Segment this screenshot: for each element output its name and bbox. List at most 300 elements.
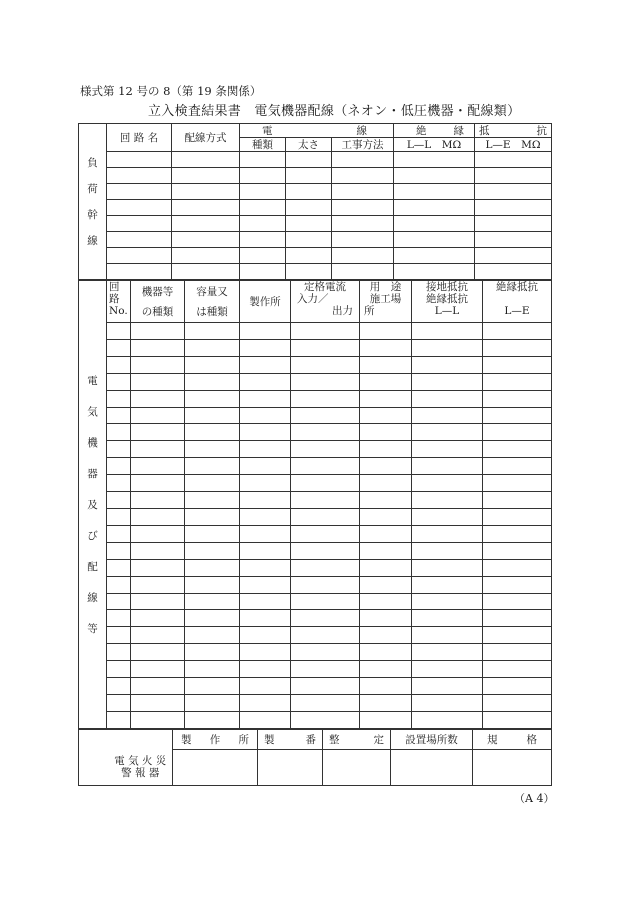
equipment-row <box>79 458 552 475</box>
table-cell[interactable] <box>240 694 291 711</box>
table-cell[interactable] <box>412 711 483 728</box>
table-cell[interactable] <box>240 627 291 644</box>
form-number: 様式第 12 号の 8（第 19 条関係） <box>80 84 262 98</box>
table-cell[interactable] <box>475 264 552 280</box>
table-cell[interactable] <box>185 373 240 390</box>
equipment-row <box>79 644 552 661</box>
table-cell[interactable] <box>131 661 185 678</box>
table-cell[interactable] <box>107 711 131 728</box>
table-cell[interactable] <box>332 152 394 168</box>
table-cell[interactable] <box>185 424 240 441</box>
table-cell[interactable] <box>360 339 412 356</box>
alarm-cell-locations[interactable] <box>391 750 473 786</box>
table-cell[interactable] <box>286 248 332 264</box>
table-cell[interactable] <box>483 678 552 695</box>
table-cell[interactable] <box>394 232 475 248</box>
table-cell[interactable] <box>131 610 185 627</box>
table-cell[interactable] <box>332 232 394 248</box>
table-cell[interactable] <box>131 407 185 424</box>
table-cell[interactable] <box>240 216 286 232</box>
table-cell[interactable] <box>483 559 552 576</box>
table-cell[interactable] <box>131 694 185 711</box>
table-cell[interactable] <box>240 644 291 661</box>
header-insulation-le: L—E MΩ <box>475 138 552 152</box>
table-cell[interactable] <box>172 200 240 216</box>
table-cell[interactable] <box>107 424 131 441</box>
table-cell[interactable] <box>240 542 291 559</box>
table-cell[interactable] <box>131 644 185 661</box>
table-cell[interactable] <box>185 627 240 644</box>
table-cell[interactable] <box>240 323 291 340</box>
table-cell[interactable] <box>185 678 240 695</box>
table-cell[interactable] <box>107 441 131 458</box>
table-cell[interactable] <box>240 441 291 458</box>
table-cell[interactable] <box>291 610 360 627</box>
table-cell[interactable] <box>475 248 552 264</box>
table-cell[interactable] <box>286 264 332 280</box>
header-device-type: 機器等 の種類 <box>131 281 185 323</box>
table-cell[interactable] <box>107 248 172 264</box>
table-cell[interactable] <box>107 373 131 390</box>
table-cell[interactable] <box>185 407 240 424</box>
table-cell[interactable] <box>475 168 552 184</box>
table-cell[interactable] <box>412 627 483 644</box>
table-cell[interactable] <box>412 593 483 610</box>
table-cell[interactable] <box>286 232 332 248</box>
table-cell[interactable] <box>131 542 185 559</box>
table-cell[interactable] <box>412 339 483 356</box>
table-cell[interactable] <box>185 356 240 373</box>
table-cell[interactable] <box>240 475 291 492</box>
table-cell[interactable] <box>412 559 483 576</box>
table-cell[interactable] <box>107 168 172 184</box>
table-cell[interactable] <box>107 458 131 475</box>
header-maker: 製作所 <box>240 281 291 323</box>
table-cell[interactable] <box>360 441 412 458</box>
table-cell[interactable] <box>107 200 172 216</box>
equipment-row <box>79 661 552 678</box>
table-cell[interactable] <box>291 593 360 610</box>
table-cell[interactable] <box>172 264 240 280</box>
table-cell[interactable] <box>291 661 360 678</box>
table-cell[interactable] <box>240 525 291 542</box>
table-cell[interactable] <box>107 475 131 492</box>
table-cell[interactable] <box>332 248 394 264</box>
table-cell[interactable] <box>185 458 240 475</box>
table-cell[interactable] <box>483 661 552 678</box>
equipment-row <box>79 610 552 627</box>
table-cell[interactable] <box>131 492 185 509</box>
alarm-header-setting: 整 定 <box>323 730 391 750</box>
table-cell[interactable] <box>107 610 131 627</box>
table-cell[interactable] <box>360 390 412 407</box>
table-cell[interactable] <box>360 373 412 390</box>
table-cell[interactable] <box>475 152 552 168</box>
table-cell[interactable] <box>412 475 483 492</box>
table-cell[interactable] <box>412 373 483 390</box>
equipment-row <box>79 711 552 728</box>
table-cell[interactable] <box>107 627 131 644</box>
table-cell[interactable] <box>412 458 483 475</box>
table-cell[interactable] <box>483 323 552 340</box>
table-cell[interactable] <box>185 323 240 340</box>
table-cell[interactable] <box>131 576 185 593</box>
table-cell[interactable] <box>412 610 483 627</box>
table-cell[interactable] <box>107 694 131 711</box>
table-cell[interactable] <box>360 610 412 627</box>
table-cell[interactable] <box>360 356 412 373</box>
table-cell[interactable] <box>131 458 185 475</box>
table-cell[interactable] <box>240 509 291 526</box>
table-cell[interactable] <box>475 200 552 216</box>
table-cell[interactable] <box>291 492 360 509</box>
table-cell[interactable] <box>483 593 552 610</box>
table-cell[interactable] <box>185 475 240 492</box>
table-cell[interactable] <box>412 424 483 441</box>
table-cell[interactable] <box>332 264 394 280</box>
table-cell[interactable] <box>131 678 185 695</box>
table-cell[interactable] <box>240 200 286 216</box>
table-cell[interactable] <box>185 644 240 661</box>
table-cell[interactable] <box>360 424 412 441</box>
table-cell[interactable] <box>185 711 240 728</box>
trunk-row <box>79 152 552 168</box>
table-cell[interactable] <box>412 576 483 593</box>
table-cell[interactable] <box>412 390 483 407</box>
table-cell[interactable] <box>291 525 360 542</box>
header-rated-current: 定格電流 入力／ 出力 <box>291 281 360 323</box>
table-cell[interactable] <box>107 525 131 542</box>
equipment-row <box>79 525 552 542</box>
table-cell[interactable] <box>286 216 332 232</box>
table-cell[interactable] <box>185 593 240 610</box>
table-cell[interactable] <box>291 678 360 695</box>
table-cell[interactable] <box>185 542 240 559</box>
table-cell[interactable] <box>107 678 131 695</box>
table-cell[interactable] <box>240 711 291 728</box>
table-cell[interactable] <box>291 323 360 340</box>
table-cell[interactable] <box>412 525 483 542</box>
table-cell[interactable] <box>240 661 291 678</box>
table-cell[interactable] <box>412 542 483 559</box>
table-cell[interactable] <box>360 475 412 492</box>
table-cell[interactable] <box>332 184 394 200</box>
equipment-row <box>79 542 552 559</box>
table-cell[interactable] <box>131 323 185 340</box>
table-cell[interactable] <box>240 492 291 509</box>
table-cell[interactable] <box>360 542 412 559</box>
table-cell[interactable] <box>291 559 360 576</box>
header-wiring-method: 配線方式 <box>172 124 240 152</box>
equipment-row <box>79 475 552 492</box>
table-cell[interactable] <box>107 152 172 168</box>
header-work-method: 工事方法 <box>332 138 394 152</box>
table-cell[interactable] <box>291 627 360 644</box>
table-cell[interactable] <box>332 200 394 216</box>
alarm-cell-setting[interactable] <box>323 750 391 786</box>
table-cell[interactable] <box>483 373 552 390</box>
trunk-line-table <box>78 123 552 280</box>
equipment-row <box>79 678 552 695</box>
table-cell[interactable] <box>286 200 332 216</box>
table-cell[interactable] <box>360 627 412 644</box>
alarm-cell-serial[interactable] <box>258 750 323 786</box>
table-cell[interactable] <box>412 661 483 678</box>
table-cell[interactable] <box>240 152 286 168</box>
table-cell[interactable] <box>240 232 286 248</box>
table-cell[interactable] <box>185 509 240 526</box>
side-label-char: 等 <box>87 622 98 635</box>
table-cell[interactable] <box>475 232 552 248</box>
table-cell[interactable] <box>185 339 240 356</box>
table-cell[interactable] <box>240 559 291 576</box>
table-cell[interactable] <box>483 356 552 373</box>
side-label-char: 機 <box>87 436 98 449</box>
table-cell[interactable] <box>107 232 172 248</box>
table-cell[interactable] <box>240 356 291 373</box>
table-cell[interactable] <box>394 184 475 200</box>
table-cell[interactable] <box>360 694 412 711</box>
table-cell[interactable] <box>412 509 483 526</box>
table-cell[interactable] <box>291 424 360 441</box>
header-insulation-resistance: 絶縁抵抗 L—E <box>483 281 552 323</box>
table-cell[interactable] <box>360 407 412 424</box>
alarm-blank-top <box>79 730 107 750</box>
table-cell[interactable] <box>172 248 240 264</box>
table-cell[interactable] <box>291 711 360 728</box>
table-cell[interactable] <box>360 678 412 695</box>
table-cell[interactable] <box>291 509 360 526</box>
table-cell[interactable] <box>394 264 475 280</box>
table-cell[interactable] <box>240 168 286 184</box>
table-cell[interactable] <box>483 441 552 458</box>
table-cell[interactable] <box>483 644 552 661</box>
table-cell[interactable] <box>185 576 240 593</box>
table-cell[interactable] <box>360 525 412 542</box>
header-ground-resistance: 接地抵抗 絶縁抵抗 L—L <box>412 281 483 323</box>
table-cell[interactable] <box>475 216 552 232</box>
table-cell[interactable] <box>412 678 483 695</box>
table-cell[interactable] <box>483 390 552 407</box>
table-cell[interactable] <box>412 694 483 711</box>
table-cell[interactable] <box>286 184 332 200</box>
header-insulation: 絶 縁 <box>394 124 475 138</box>
equipment-row <box>79 356 552 373</box>
table-cell[interactable] <box>394 152 475 168</box>
table-cell[interactable] <box>172 152 240 168</box>
table-cell[interactable] <box>291 339 360 356</box>
table-cell[interactable] <box>291 576 360 593</box>
table-cell[interactable] <box>131 424 185 441</box>
table-cell[interactable] <box>360 593 412 610</box>
table-cell[interactable] <box>240 339 291 356</box>
table-cell[interactable] <box>131 593 185 610</box>
table-cell[interactable] <box>291 542 360 559</box>
table-cell[interactable] <box>107 593 131 610</box>
table-cell[interactable] <box>107 339 131 356</box>
alarm-cell-standard[interactable] <box>473 750 552 786</box>
table-cell[interactable] <box>185 559 240 576</box>
table-cell[interactable] <box>131 356 185 373</box>
equipment-row <box>79 509 552 526</box>
page-title: 立入検査結果書 電気機器配線（ネオン・低圧機器・配線類） <box>148 104 521 119</box>
table-cell[interactable] <box>394 216 475 232</box>
table-cell[interactable] <box>360 644 412 661</box>
table-cell[interactable] <box>131 373 185 390</box>
table-cell[interactable] <box>240 248 286 264</box>
table-cell[interactable] <box>185 694 240 711</box>
table-cell[interactable] <box>107 576 131 593</box>
table-cell[interactable] <box>172 168 240 184</box>
table-cell[interactable] <box>332 168 394 184</box>
header-resistance: 抵 抗 <box>475 124 552 138</box>
side-label-char: 電 <box>87 374 98 387</box>
table-cell[interactable] <box>483 694 552 711</box>
table-cell[interactable] <box>483 525 552 542</box>
table-cell[interactable] <box>483 424 552 441</box>
table-cell[interactable] <box>172 184 240 200</box>
table-cell[interactable] <box>291 458 360 475</box>
table-cell[interactable] <box>483 407 552 424</box>
table-cell[interactable] <box>360 323 412 340</box>
table-cell[interactable] <box>185 441 240 458</box>
table-cell[interactable] <box>185 492 240 509</box>
table-cell[interactable] <box>131 509 185 526</box>
table-cell[interactable] <box>483 475 552 492</box>
table-cell[interactable] <box>107 184 172 200</box>
table-cell[interactable] <box>107 216 172 232</box>
table-cell[interactable] <box>131 390 185 407</box>
table-cell[interactable] <box>240 593 291 610</box>
table-cell[interactable] <box>131 339 185 356</box>
table-cell[interactable] <box>483 610 552 627</box>
table-cell[interactable] <box>107 542 131 559</box>
table-cell[interactable] <box>291 356 360 373</box>
table-cell[interactable] <box>332 216 394 232</box>
header-usage: 用 途 施工場 所 <box>360 281 412 323</box>
table-cell[interactable] <box>360 559 412 576</box>
table-cell[interactable] <box>394 248 475 264</box>
table-cell[interactable] <box>240 610 291 627</box>
table-cell[interactable] <box>291 441 360 458</box>
table-cell[interactable] <box>107 559 131 576</box>
table-cell[interactable] <box>291 390 360 407</box>
table-cell[interactable] <box>291 373 360 390</box>
table-cell[interactable] <box>483 627 552 644</box>
table-cell[interactable] <box>240 576 291 593</box>
side-label-char: 幹 <box>87 208 98 221</box>
trunk-row <box>79 200 552 216</box>
alarm-blank-bottom <box>79 750 107 786</box>
header-circuit-name: 回 路 名 <box>107 124 172 152</box>
table-cell[interactable] <box>394 200 475 216</box>
table-cell[interactable] <box>172 232 240 248</box>
table-cell[interactable] <box>394 168 475 184</box>
table-cell[interactable] <box>107 492 131 509</box>
table-cell[interactable] <box>107 323 131 340</box>
table-cell[interactable] <box>412 323 483 340</box>
table-cell[interactable] <box>360 711 412 728</box>
table-cell[interactable] <box>412 407 483 424</box>
table-cell[interactable] <box>240 424 291 441</box>
table-cell[interactable] <box>131 559 185 576</box>
side-label-char: 負 <box>87 156 98 169</box>
table-cell[interactable] <box>131 627 185 644</box>
table-cell[interactable] <box>240 458 291 475</box>
table-cell[interactable] <box>360 576 412 593</box>
table-cell[interactable] <box>107 264 172 280</box>
table-cell[interactable] <box>483 509 552 526</box>
table-cell[interactable] <box>107 644 131 661</box>
table-cell[interactable] <box>360 509 412 526</box>
table-cell[interactable] <box>483 542 552 559</box>
equipment-row <box>79 373 552 390</box>
table-cell[interactable] <box>131 525 185 542</box>
table-cell[interactable] <box>412 644 483 661</box>
table-cell[interactable] <box>185 390 240 407</box>
table-cell[interactable] <box>412 492 483 509</box>
header-circuit-no: 回 路 No. <box>107 281 131 323</box>
table-cell[interactable] <box>291 407 360 424</box>
trunk-row <box>79 232 552 248</box>
table-cell[interactable] <box>291 475 360 492</box>
table-cell[interactable] <box>483 576 552 593</box>
table-cell[interactable] <box>185 525 240 542</box>
table-cell[interactable] <box>107 407 131 424</box>
table-cell[interactable] <box>240 390 291 407</box>
table-cell[interactable] <box>240 184 286 200</box>
table-cell[interactable] <box>172 216 240 232</box>
table-cell[interactable] <box>240 678 291 695</box>
table-cell[interactable] <box>291 694 360 711</box>
table-cell[interactable] <box>286 168 332 184</box>
table-cell[interactable] <box>240 407 291 424</box>
header-capacity: 容量又 は種類 <box>185 281 240 323</box>
table-cell[interactable] <box>107 661 131 678</box>
table-cell[interactable] <box>240 264 286 280</box>
table-cell[interactable] <box>360 492 412 509</box>
table-cell[interactable] <box>483 339 552 356</box>
table-cell[interactable] <box>286 152 332 168</box>
equipment-row <box>79 424 552 441</box>
table-cell[interactable] <box>131 711 185 728</box>
side-label-char: 気 <box>87 405 98 418</box>
table-cell[interactable] <box>291 644 360 661</box>
equipment-row <box>79 576 552 593</box>
table-cell[interactable] <box>483 458 552 475</box>
equipment-table <box>78 280 552 729</box>
table-cell[interactable] <box>412 356 483 373</box>
trunk-side-label <box>79 124 107 280</box>
alarm-cell-maker[interactable] <box>173 750 258 786</box>
side-label-char: 荷 <box>87 182 98 195</box>
table-cell[interactable] <box>360 661 412 678</box>
trunk-row <box>79 184 552 200</box>
table-cell[interactable] <box>483 492 552 509</box>
table-cell[interactable] <box>360 458 412 475</box>
table-cell[interactable] <box>185 610 240 627</box>
table-cell[interactable] <box>131 441 185 458</box>
table-cell[interactable] <box>107 390 131 407</box>
table-cell[interactable] <box>107 356 131 373</box>
table-cell[interactable] <box>483 711 552 728</box>
table-cell[interactable] <box>412 441 483 458</box>
table-cell[interactable] <box>185 661 240 678</box>
table-cell[interactable] <box>131 475 185 492</box>
table-cell[interactable] <box>475 184 552 200</box>
table-cell[interactable] <box>240 373 291 390</box>
table-cell[interactable] <box>107 509 131 526</box>
